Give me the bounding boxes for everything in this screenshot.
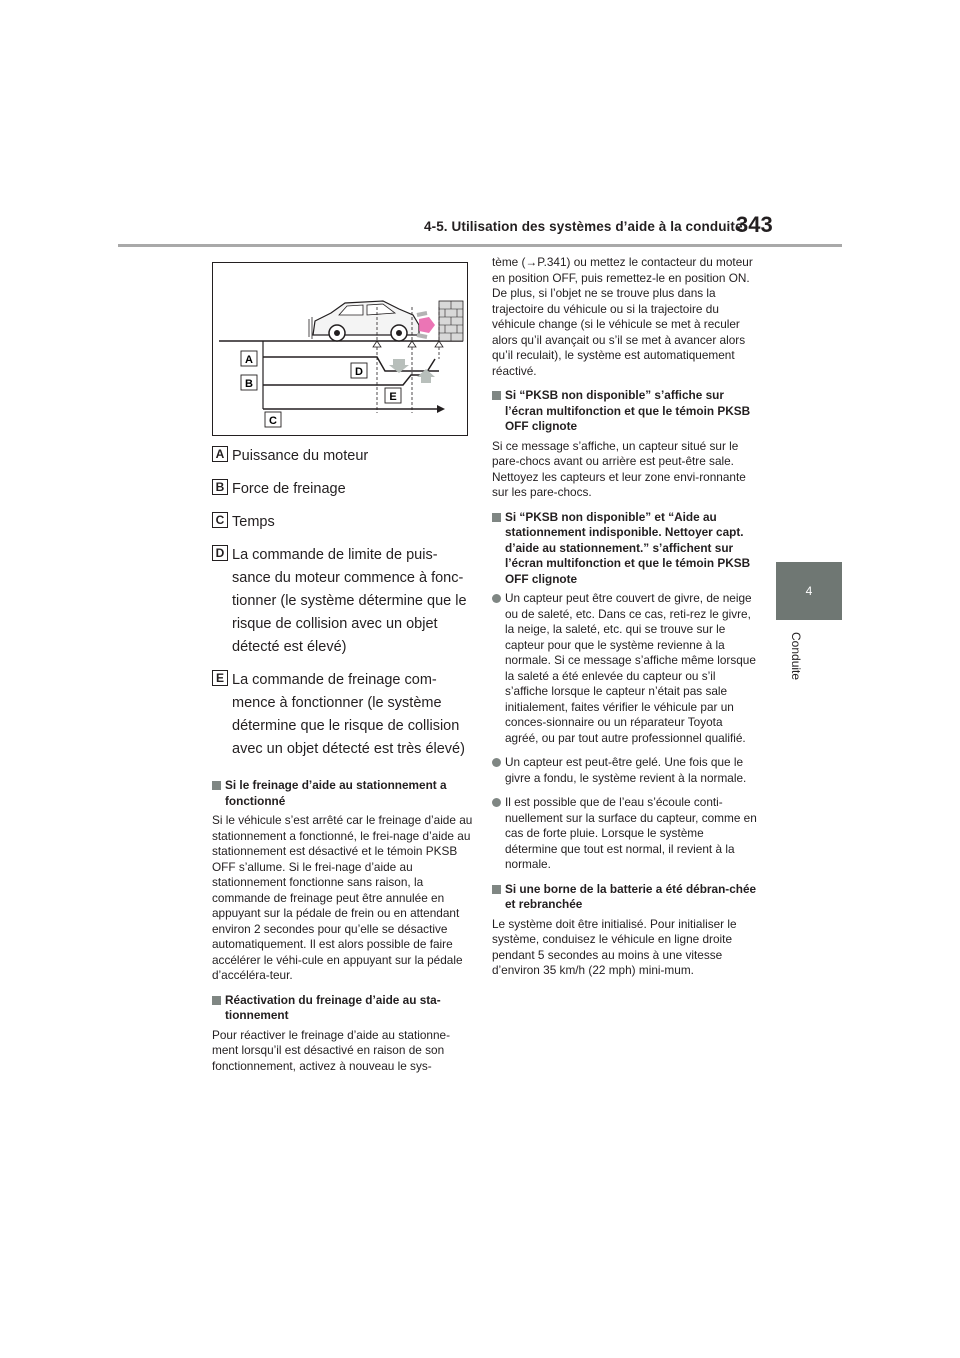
- legend-badge: D: [212, 545, 228, 561]
- bullet-item: Un capteur peut être couvert de givre, de neige ou de saleté, etc. Dans ce cas, reti-rez le givre, la neige, la saleté, etc. qui se trouve sur le capteur pour que le système revienne à la normale. Si ce message s’affiche même lorsque la saleté a été enlevée du capteur ou s’il s’affiche lorsque le capteur n’était pas sale initialement, faites vérifier le véhicule par un conces-sionnaire ou un réparateur Toyota agréé, ou par tout autre professionnel qualifié.: [492, 591, 757, 746]
- diagram-label-d-text: D: [355, 366, 363, 378]
- diagram-label-c-text: C: [269, 415, 277, 427]
- page-number: 343: [736, 212, 773, 237]
- bullet-item: Il est possible que de l’eau s’écoule conti-nuellement sur la surface du capteur, comme en cas de forte pluie. Lorsque le système détermine que tout est normal, il revient à la normale.: [492, 795, 757, 873]
- parking-brake-diagram: [212, 262, 468, 436]
- chapter-tab: 4: [776, 562, 842, 620]
- legend-text: La commande de freinage com-mence à fonctionner (le système détermine que le risque de collision avec un objet détecté est très élevé): [232, 672, 465, 757]
- right-column: [492, 255, 757, 988]
- section-heading: Si une borne de la batterie a été débran-chée et rebranchée: [492, 882, 757, 913]
- diagram-svg: [213, 263, 467, 435]
- chapter-label: [776, 632, 816, 712]
- legend-text: La commande de limite de puis-sance du moteur commence à fonc-tionner (le système détermine que le risque de collision avec un objet détecté est élevé): [232, 547, 467, 655]
- section-heading: Si “PKSB non disponible” s’affiche sur l’écran multifonction et que le témoin PKSB OFF clignote: [492, 388, 757, 435]
- car-icon: [309, 301, 435, 341]
- section-heading: Si “PKSB non disponible” et “Aide au stationnement indisponible. Nettoyer capt. d’aide au stationnement.” s’affichent sur l’écran multifonction et que le témoin PKSB OFF clignote: [492, 510, 757, 588]
- legend-text: Force de freinage: [232, 481, 346, 497]
- legend-badge: E: [212, 670, 228, 686]
- diagram-label-b: [241, 375, 257, 390]
- legend-text: Puissance du moteur: [232, 448, 369, 464]
- section-body: Si le véhicule s’est arrêté car le freinage d’aide au stationnement a fonctionné, le frei-nage d’aide au stationnement est désactivé et le témoin PKSB OFF s’allume. Si le frei-nage d’aide au stationnement fonctionne sans raison, la commande de freinage peut être annulée en appuyant sur la pédale de frein ou en attendant environ 2 secondes pour qu’elle se désactive automatiquement. Il est alors possible de faire accélérer le véhi-cule en appuyant sur la pédale d’accéléra-teur.: [212, 813, 473, 982]
- legend-item: [212, 544, 474, 659]
- legend-badge: C: [212, 512, 228, 528]
- bullet-item: Un capteur est peut-être gelé. Une fois que le givre a fondu, le système revient à la normale.: [492, 755, 757, 786]
- header-title: 4-5. Utilisation des systèmes d’aide à la conduite: [424, 219, 743, 234]
- diagram-label-a: [241, 351, 257, 366]
- diagram-label-c: [265, 412, 281, 427]
- legend-item: [212, 478, 474, 501]
- legend-badge: B: [212, 479, 228, 495]
- legend-item: [212, 669, 474, 761]
- legend-text: Temps: [232, 514, 275, 530]
- legend-badge: A: [212, 446, 228, 462]
- section-body: Pour réactiver le freinage d’aide au stationne-ment lorsqu’il est désactivé en raison de son fonctionnement, activez à nouveau le sys-: [212, 1027, 451, 1073]
- diagram-label-a-text: A: [245, 354, 253, 366]
- section-heading: Si le freinage d’aide au stationnement a fonctionné: [212, 778, 474, 809]
- legend-item: [212, 445, 474, 468]
- diagram-label-e-text: E: [389, 391, 397, 403]
- diagram-label-d: [351, 363, 367, 378]
- chapter-label-text: Conduite: [789, 632, 803, 681]
- diagram-label-b-text: B: [245, 378, 253, 390]
- section-body: tème (→P.341) ou mettez le contacteur du moteur en position OFF, puis remettez-le en position ON. De plus, si l’objet ne se trouve plus dans la trajectoire du véhicule ou si la trajectoire du véhicule change (si le véhicule se met à reculer alors qu’il avançait ou s’il se met à avancer alors qu’il reculait), le système est automatiquement réactivé.: [492, 255, 753, 378]
- wall-icon: [439, 301, 463, 341]
- diagram-label-e: [385, 388, 401, 403]
- legend-item: [212, 511, 474, 534]
- section-heading: Réactivation du freinage d’aide au sta-tionnement: [212, 993, 474, 1024]
- section-body: Si ce message s’affiche, un capteur situé sur le pare-chocs avant ou arrière est peut-être sale. Nettoyez les capteurs et leur zone envi-ronnante sur les pare-chocs.: [492, 438, 746, 499]
- header-rule: [118, 244, 842, 247]
- left-column: [212, 778, 474, 1083]
- diagram-legend: [212, 445, 474, 771]
- section-body: Le système doit être initialisé. Pour initialiser le système, conduisez le véhicule en ligne droite pendant 5 secondes au moins à une vitesse d’environ 35 km/h (22 mph) mini-mum.: [492, 916, 737, 977]
